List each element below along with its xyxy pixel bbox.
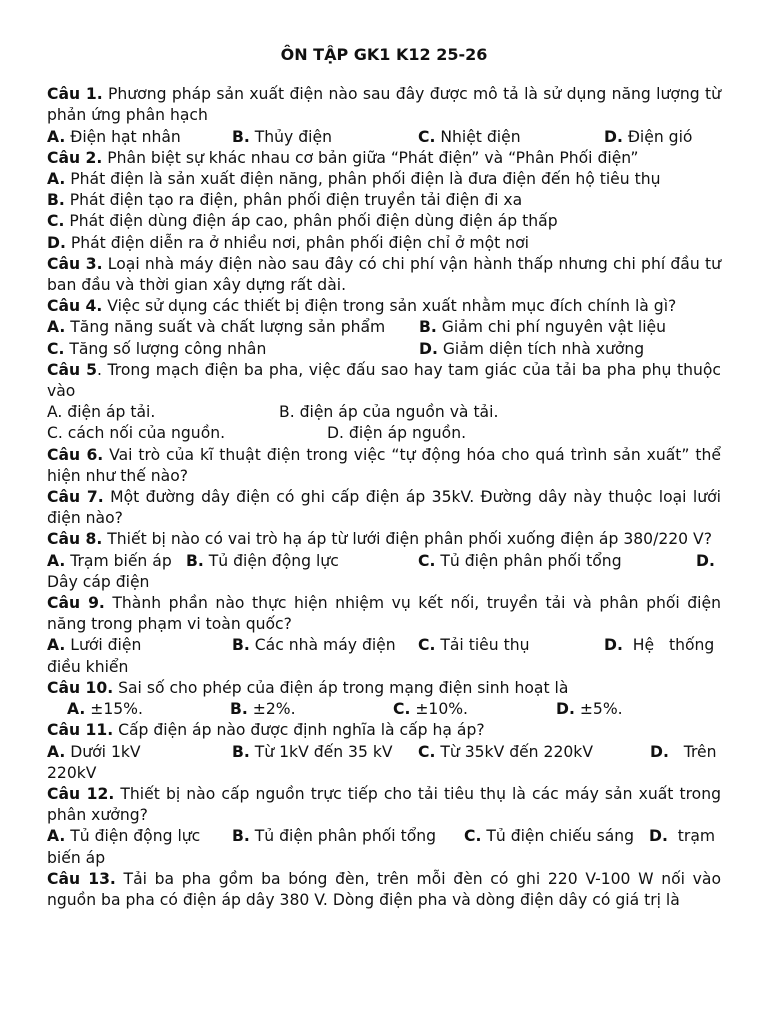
question-2 xyxy=(47,148,721,169)
option-b: B. Tủ điện động lực xyxy=(186,551,339,570)
option-b: B. Các nhà máy điện xyxy=(232,636,396,655)
question-text: Cấp điện áp nào được định nghĩa là cấp hạ áp? xyxy=(113,721,485,740)
question-9 xyxy=(47,593,721,635)
document-page xyxy=(47,44,721,911)
options-row xyxy=(47,127,721,148)
option-d: D. ±5%. xyxy=(556,700,623,719)
option-a: A. Tủ điện động lực xyxy=(47,827,201,846)
option-a: A. điện áp tải. xyxy=(47,403,156,422)
options-row xyxy=(47,551,721,572)
option-d-continued: biến áp xyxy=(47,848,106,867)
option-c: C. cách nối của nguồn. xyxy=(47,424,226,443)
option-a: A. Điện hạt nhân xyxy=(47,127,181,146)
options-row xyxy=(47,826,721,847)
option-d: D. xyxy=(696,551,715,570)
question-8 xyxy=(47,529,721,550)
option-b: B. Tủ điện phân phối tổng xyxy=(232,827,437,846)
option-b: B. Thủy điện xyxy=(232,127,332,146)
option-a: A. Lưới điện xyxy=(47,636,142,655)
question-7 xyxy=(47,487,721,529)
question-number: Câu 11. xyxy=(47,721,114,740)
question-text: Tải ba pha gồm ba bóng đèn, trên mỗi đèn có ghi 220 V-100 W nối vào nguồn ba pha có điện áp dây 380 V. Dòng điện pha và dòng điện dây có giá trị là xyxy=(47,869,722,909)
option-b: B. Phát điện tạo ra điện, phân phối điện truyền tải điện đi xa xyxy=(47,191,523,210)
question-text: Một đường dây điện có ghi cấp điện áp 35kV. Đường dây này thuộc loại lưới điện nào? xyxy=(47,488,721,528)
question-text: Loại nhà máy điện nào sau đây có chi phí vận hành thấp nhưng chi phí đầu tư ban đầu và thời gian xây dựng rất dài. xyxy=(47,254,721,295)
option-c: C. Tủ điện chiếu sáng xyxy=(464,827,635,846)
question-text: Phương pháp sản xuất điện nào sau đây được mô tả là sử dụng năng lượng từ phản ứng phân hạch xyxy=(47,85,722,125)
question-text: Thành phần nào thực hiện nhiệm vụ kết nối, truyền tải và phân phối điện năng trong phạm vi toàn quốc? xyxy=(47,594,721,634)
option-a: A. Trạm biến áp xyxy=(47,551,172,570)
option-d: D. Trên xyxy=(650,742,717,761)
question-number: Câu 10. xyxy=(47,678,114,697)
option-d: D. Điện gió xyxy=(604,127,693,146)
question-1 xyxy=(47,84,721,126)
question-text: . Trong mạch điện ba pha, việc đấu sao hay tam giác của tải ba pha phụ thuộc vào xyxy=(47,360,721,401)
option-b: B. điện áp của nguồn và tải. xyxy=(279,403,499,422)
question-text: Thiết bị nào có vai trò hạ áp từ lưới điện phân phối xuống điện áp 380/220 V? xyxy=(102,530,712,549)
option-c: C. Tăng số lượng công nhân xyxy=(47,339,267,358)
option-d: D. Giảm diện tích nhà xưởng xyxy=(419,339,645,358)
question-3 xyxy=(47,254,721,296)
option-c: C. ±10%. xyxy=(393,700,469,719)
option-d: D. điện áp nguồn. xyxy=(327,424,467,443)
question-number: Câu 6. xyxy=(47,445,104,464)
options-row xyxy=(47,423,721,444)
option-d-continued: 220kV xyxy=(47,763,97,782)
page-title: ÔN TẬP GK1 K12 25-26 xyxy=(280,45,488,64)
option-c: C. Phát điện dùng điện áp cao, phân phối điện dùng điện áp thấp xyxy=(47,212,558,231)
option-b: B. Giảm chi phí nguyên vật liệu xyxy=(419,318,667,337)
question-text: Vai trò của kĩ thuật điện trong việc “tự động hóa cho quá trình sản xuất” thể hiện như thế nào? xyxy=(47,445,721,485)
question-5 xyxy=(47,360,721,402)
option-d-continued: Dây cáp điện xyxy=(47,572,150,591)
question-number: Câu 3. xyxy=(47,254,103,273)
options-row xyxy=(47,402,721,423)
question-13 xyxy=(47,869,721,911)
option-b: B. Từ 1kV đến 35 kV xyxy=(232,742,393,761)
question-text: Sai số cho phép của điện áp trong mạng điện sinh hoạt là xyxy=(113,678,569,697)
question-number: Câu 9. xyxy=(47,594,105,613)
question-text: Phân biệt sự khác nhau cơ bản giữa “Phát điện” và “Phân Phối điện” xyxy=(102,148,639,167)
question-number: Câu 12. xyxy=(47,784,115,803)
question-text: Thiết bị nào cấp nguồn trực tiếp cho tải tiêu thụ là các máy sản xuất trong phân xưởng? xyxy=(47,784,721,825)
question-number: Câu 8. xyxy=(47,530,103,549)
option-c: C. Nhiệt điện xyxy=(418,127,521,146)
question-10 xyxy=(47,678,721,699)
question-number: Câu 13. xyxy=(47,869,116,888)
question-12 xyxy=(47,784,721,826)
question-number: Câu 5 xyxy=(47,360,97,379)
option-d: D. Hệ thống xyxy=(604,636,715,655)
options-row xyxy=(47,699,721,720)
question-text: Việc sử dụng các thiết bị điện trong sản xuất nhằm mục đích chính là gì? xyxy=(102,297,677,316)
option-c: C. Tủ điện phân phối tổng xyxy=(418,551,622,570)
option-a: A. Dưới 1kV xyxy=(47,742,141,761)
option-a: A. ±15%. xyxy=(67,700,143,719)
option-d: D. trạm xyxy=(649,827,716,846)
option-c: C. Từ 35kV đến 220kV xyxy=(418,742,593,761)
options-row xyxy=(47,317,721,338)
question-4 xyxy=(47,296,721,317)
question-number: Câu 1. xyxy=(47,85,103,104)
options-row xyxy=(47,339,721,360)
question-number: Câu 7. xyxy=(47,488,104,507)
option-d: D. Phát điện diễn ra ở nhiều nơi, phân phối điện chỉ ở một nơi xyxy=(47,233,529,252)
question-6 xyxy=(47,445,721,487)
question-number: Câu 4. xyxy=(47,297,103,316)
option-d-continued: điều khiển xyxy=(47,657,129,676)
option-a: A. Phát điện là sản xuất điện năng, phân phối điện là đưa điện đến hộ tiêu thụ xyxy=(47,170,661,189)
question-number: Câu 2. xyxy=(47,148,103,167)
option-b: B. ±2%. xyxy=(230,700,296,719)
question-11 xyxy=(47,720,721,741)
options-row xyxy=(47,635,721,656)
options-row xyxy=(47,742,721,763)
option-c: C. Tải tiêu thụ xyxy=(418,636,530,655)
option-a: A. Tăng năng suất và chất lượng sản phẩm xyxy=(47,318,386,337)
